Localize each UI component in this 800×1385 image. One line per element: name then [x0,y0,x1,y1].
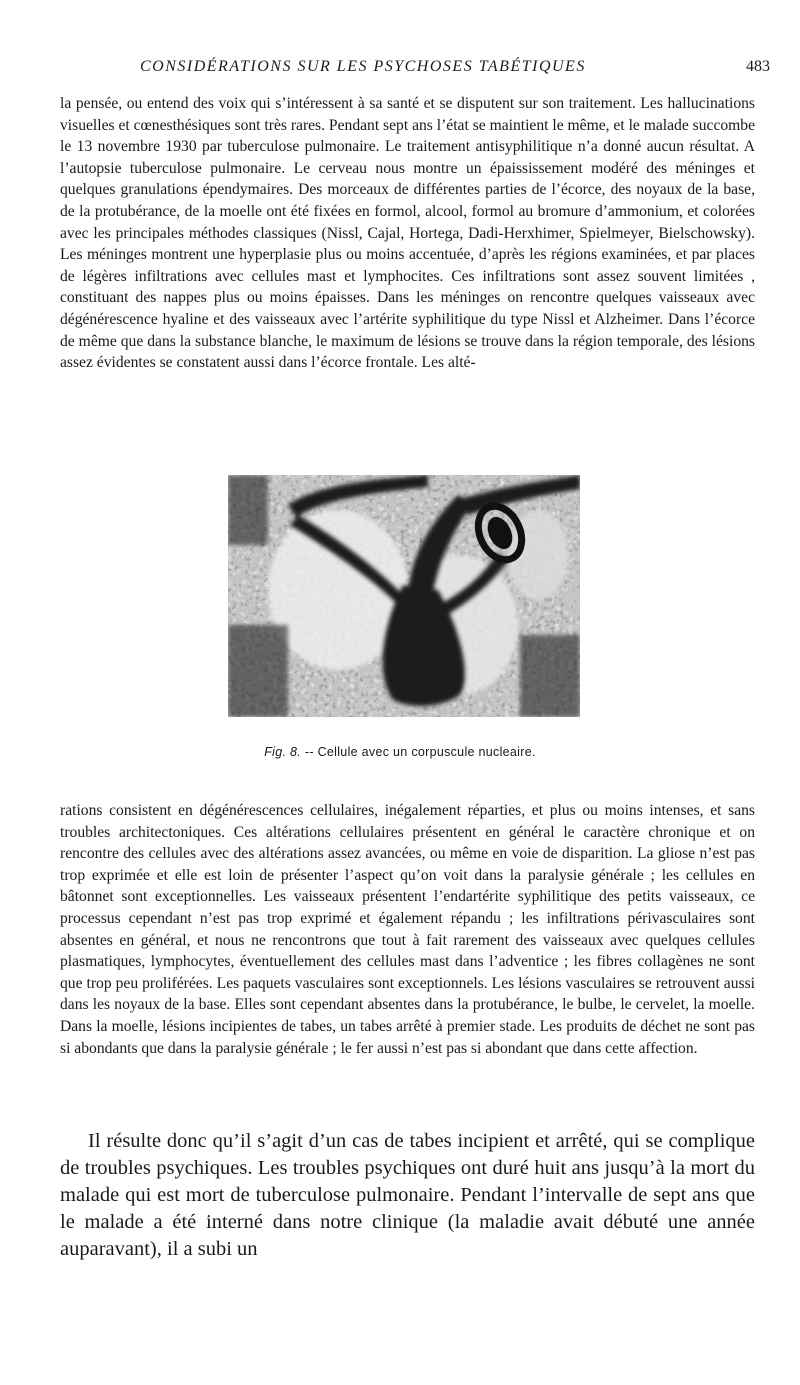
running-title: CONSIDÉRATIONS SUR LES PSYCHOSES TABÉTIQUES [140,58,586,75]
caption-separator: -- [301,745,318,759]
caption-text: Cellule avec un corpuscule nucleaire. [317,745,536,759]
body-paragraph-1 [60,93,755,374]
paragraph-text: la pensée, ou entend des voix qui s’intéressent à sa santé et se disputent sur son traitement. Les hallucinations visuelles et cœnesthésiques sont très rares. Pendant sept ans l’état se maintient le même, et le malade succombe le 13 novembre 1930 par tuberculose pulmonaire. Le traitement antisyphilitique n’a donné aucun résultat. A l’autopsie tuberculose pulmonaire. Le cerveau nous montre un épaississement modéré des méninges et quelques granulations épendymaires. Des morceaux de différentes parties de l’écorce, des noyaux de la base, de la protubérance, de la moelle ont été fixées en formol, alcool, formol au bromure d’ammonium, et colorées avec les principales méthodes classiques (Nissl, Cajal, Hortega, Dadi-Herxhimer, Spielmeyer, Bielschowsky). Les méninges montrent une hyperplasie plus ou moins accentuée, d’après les régions examinées, et par places de légères infiltrations avec cellules mast et lymphocites. Ces infiltrations sont assez souvent limitées , constituant des nappes plus ou moins épaisses. Dans les méninges on rencontre quelques vaisseaux avec dégénérescence hyaline et des vaisseaux avec l’artérite syphilitique du type Nissl et Alzheimer. Dans l’écorce de même que dans la substance blanche, le maximum de lésions se trouve dans la région temporale, des lésions assez évidentes se constatent aussi dans l’écorce frontale. Les alté- [60,95,756,372]
running-header [60,58,770,82]
micrograph-image [228,475,580,717]
page-number: 483 [746,58,770,75]
paragraph-text: rations consistent en dégénérescences cellulaires, inégalement réparties, et plus ou moins intenses, et sans troubles architectoniques. Ces altérations cellulaires présentent en général le caractère chronique et on rencontre des cellules avec des altérations assez avancées, ou même en voie de disparition. La gliose n’est pas trop exprimée et elle est loin de présenter l’aspect qu’on voit dans la paralysie générale ; les cellules en bâtonnet sont exceptionnelles. Les vaisseaux présentent l’endartérite syphilitique des petits vaisseaux, ce processus cependant n’est pas trop exprimé et également répandu ; les infiltrations périvasculaires sont absentes en général, et nous ne rencontrons que tout à fait rarement des vaisseaux avec quelques cellules plasmatiques, lymphocytes, éventuellement des cellules mast dans l’adventice ; les fibres collagènes ne sont que trop peu proliférées. Les paquets vasculaires sont exceptionnels. Les lésions vasculaires se retrouvent aussi dans les noyaux de la base. Elles sont cependant absentes dans la protubérance, le bulbe, le cervelet, la moelle. Dans la moelle, lésions incipientes de tabes, un tabes arrêté à premier stade. Les produits de déchet ne sont pas si abondants que dans la paralysie générale ; le fer aussi n’est pas si abondant que dans cette affection. [60,802,755,1057]
body-paragraph-3 [60,1128,755,1263]
figure-label: Fig. 8. [264,745,302,759]
paragraph-text: Il résulte donc qu’il s’agit d’un cas de tabes incipient et arrêté, qui se complique de troubles psychiques. Les troubles psychiques ont duré huit ans jusqu’à la mort du malade qui est mort de tuberculose pulmonaire. Pendant l’intervalle de sept ans que le malade a été interné dans notre clinique (la maladie avait débuté une année auparavant), il a subi un [60,1130,755,1260]
body-paragraph-2 [60,800,755,1059]
micrograph-figure [228,475,580,717]
figure-caption [0,745,800,759]
